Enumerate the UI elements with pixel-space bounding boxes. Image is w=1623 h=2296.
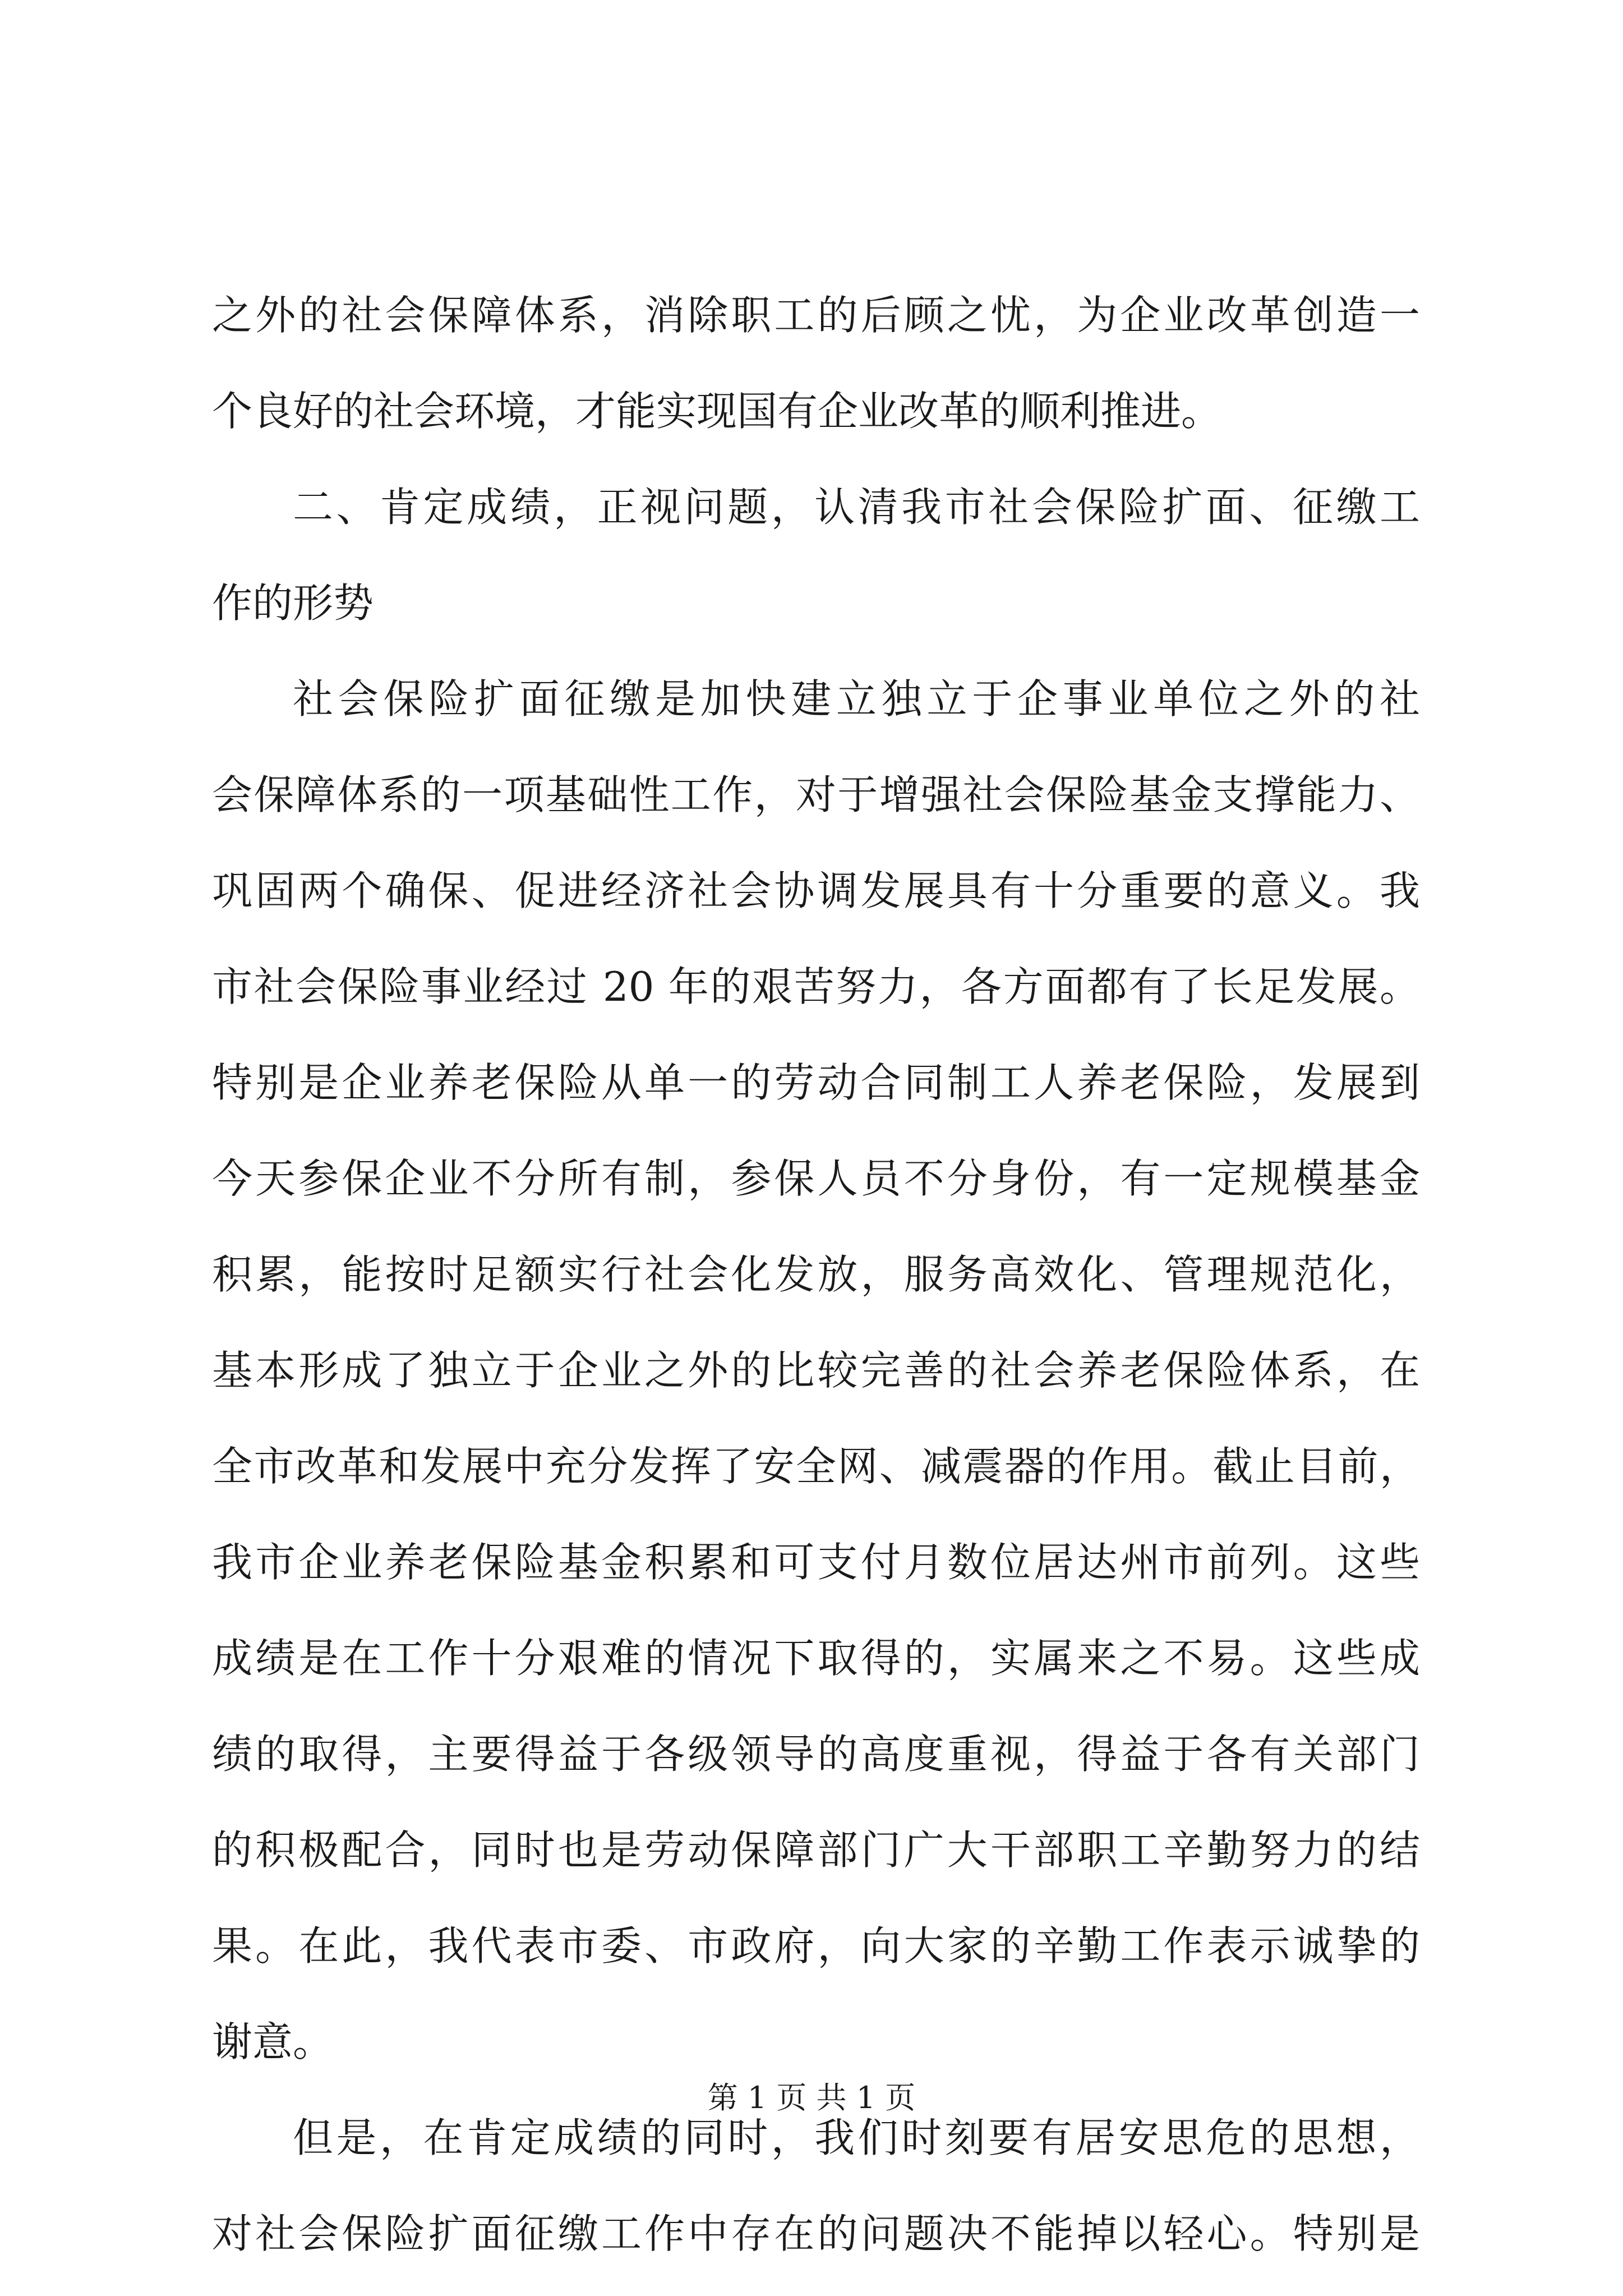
text-line: 我市企业养老保险基金积累和可支付月数位居达州市前列。这些 xyxy=(212,1539,1420,1586)
page-number-label: 第 1 页 共 1 页 xyxy=(707,2080,916,2115)
text-line: 积累，能按时足额实行社会化发放，服务高效化、管理规范化， xyxy=(212,1251,1420,1298)
text-line: 社会保险扩面征缴是加快建立独立于企事业单位之外的社 xyxy=(293,675,1420,723)
section-heading-line: 作的形势 xyxy=(212,579,374,627)
text-line: 全市改革和发展中充分发挥了安全网、减震器的作用。截止目前， xyxy=(212,1443,1420,1490)
text-line: 的积极配合，同时也是劳动保障部门广大干部职工辛勤努力的结 xyxy=(212,1826,1420,1874)
text-line: 个良好的社会环境，才能实现国有企业改革的顺利推进。 xyxy=(212,388,1222,435)
text-line: 对社会保险扩面征缴工作中存在的问题决不能掉以轻心。特别是 xyxy=(212,2210,1420,2257)
text-line: 但是，在肯定成绩的同时，我们时刻要有居安思危的思想， xyxy=(293,2114,1420,2161)
text-line: 成绩是在工作十分艰难的情况下取得的，实属来之不易。这些成 xyxy=(212,1635,1420,1682)
text-line: 绩的取得，主要得益于各级领导的高度重视，得益于各有关部门 xyxy=(212,1731,1420,1778)
text-line: 基本形成了独立于企业之外的比较完善的社会养老保险体系，在 xyxy=(212,1347,1420,1394)
text-line: 果。在此，我代表市委、市政府，向大家的辛勤工作表示诚挚的 xyxy=(212,1922,1420,1970)
text-line: 特别是企业养老保险从单一的劳动合同制工人养老保险，发展到 xyxy=(212,1059,1420,1106)
document-body xyxy=(212,268,1420,2282)
text-line: 巩固两个确保、促进经济社会协调发展具有十分重要的意义。我 xyxy=(212,867,1420,914)
text-line: 市社会保险事业经过 20 年的艰苦努力，各方面都有了长足发展。 xyxy=(212,963,1420,1010)
text-line: 今天参保企业不分所有制，参保人员不分身份，有一定规模基金 xyxy=(212,1155,1420,1202)
text-line: 会保障体系的一项基础性工作，对于增强社会保险基金支撑能力、 xyxy=(212,771,1420,818)
text-line: 之外的社会保障体系，消除职工的后顾之忧，为企业改革创造一 xyxy=(212,292,1420,339)
text-line: 谢意。 xyxy=(212,2018,334,2065)
section-heading-line: 二、肯定成绩，正视问题，认清我市社会保险扩面、征缴工 xyxy=(293,484,1420,531)
page-footer xyxy=(0,2076,1623,2120)
